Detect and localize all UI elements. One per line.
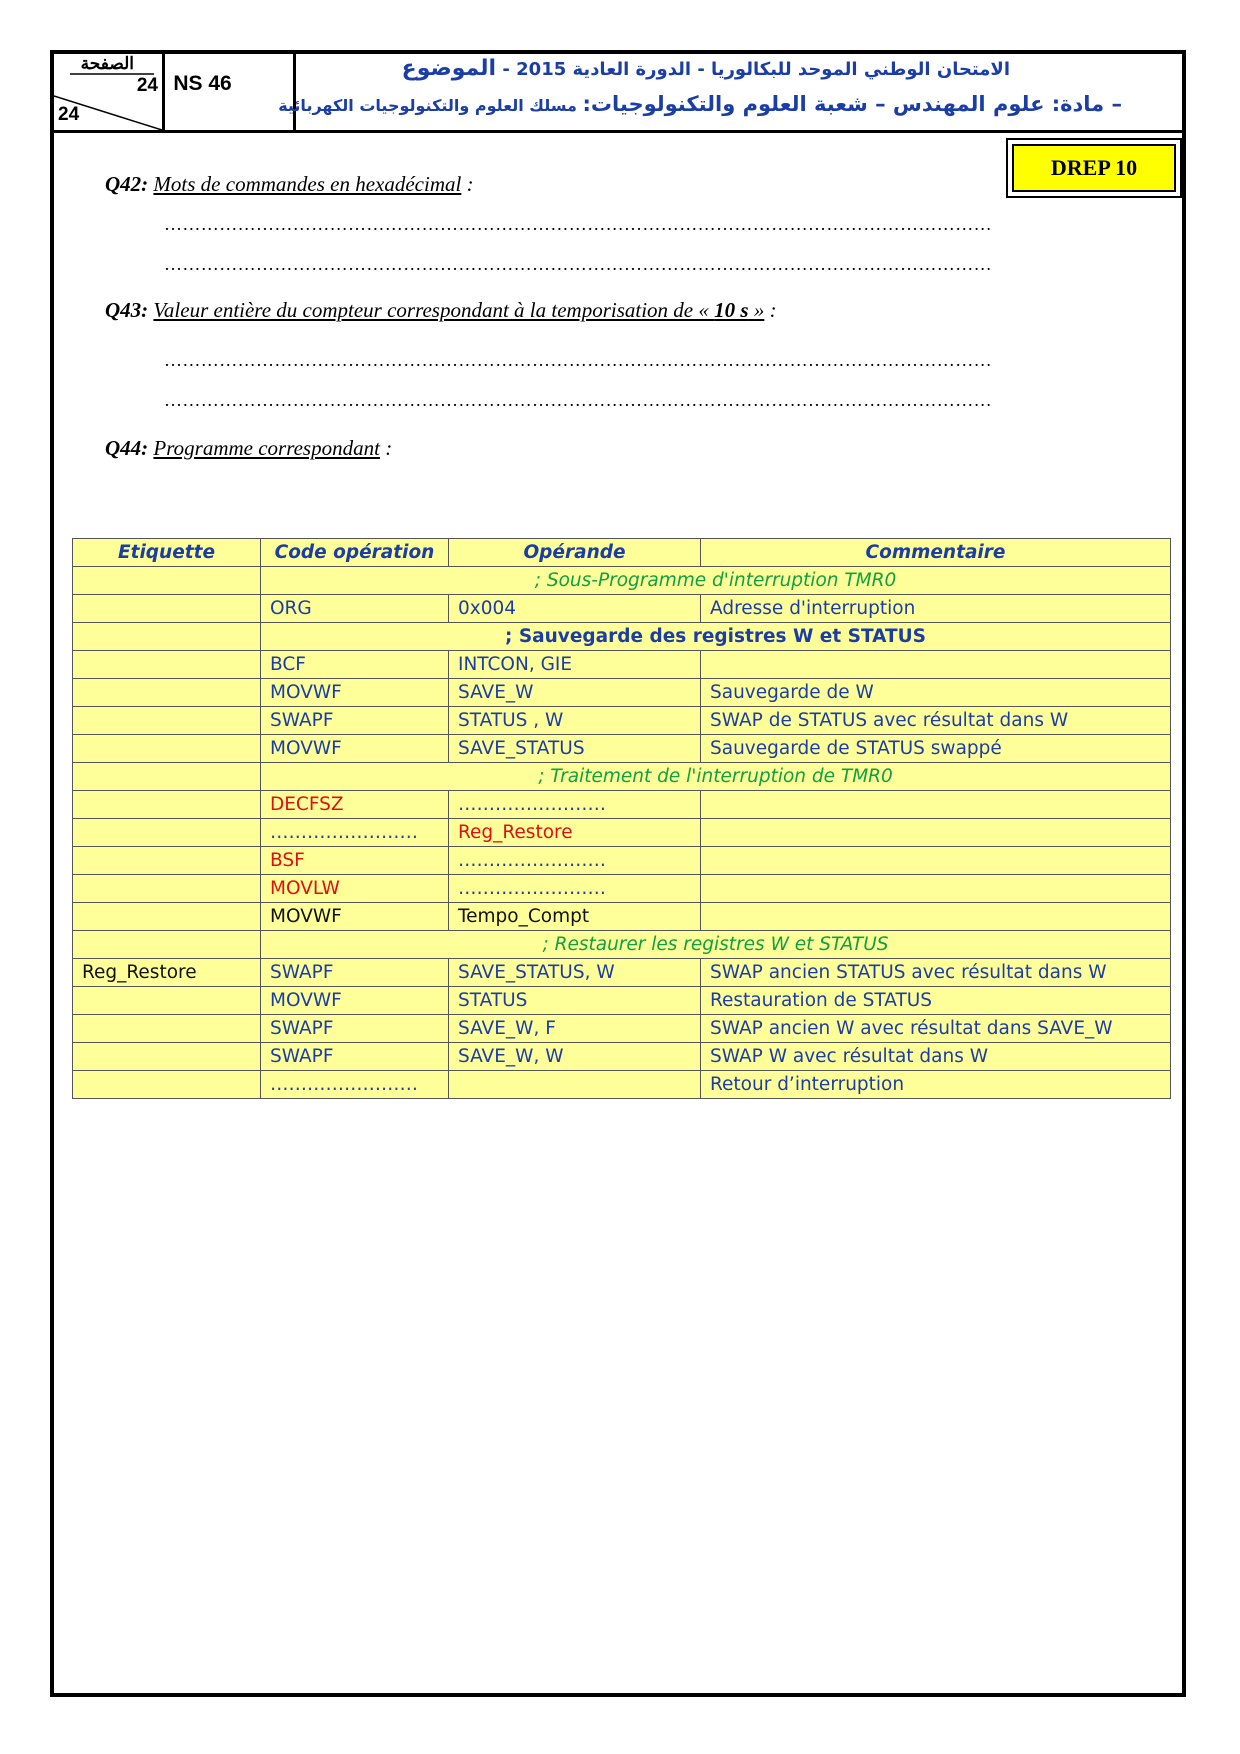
comment-cell: Restauration de STATUS	[701, 987, 1171, 1015]
table-row	[73, 819, 1171, 847]
label-cell	[73, 1043, 261, 1071]
operand-cell: SAVE_STATUS	[449, 735, 701, 763]
page-total: 24	[58, 104, 80, 125]
question-q44	[105, 436, 392, 461]
exam-track: مسلك العلوم والتكنولوجيات الكهربائية	[278, 96, 577, 115]
label-cell	[73, 819, 261, 847]
opcode-cell: MOVWF	[261, 987, 449, 1015]
label-cell	[73, 1071, 261, 1099]
exam-title	[402, 56, 1010, 81]
question-text-part: »	[748, 298, 765, 322]
drep-badge	[1006, 138, 1182, 198]
opcode-cell: MOVWF	[261, 903, 449, 931]
comment-cell	[701, 875, 1171, 903]
table-row	[73, 1071, 1171, 1099]
operand-blank[interactable]: ……………………	[449, 791, 701, 819]
question-q43	[105, 298, 777, 323]
table-row	[73, 735, 1171, 763]
comment-cell: Sauvegarde de STATUS swappé	[701, 735, 1171, 763]
comment-cell	[701, 847, 1171, 875]
operand-cell: INTCON, GIE	[449, 651, 701, 679]
page-number-cell	[54, 54, 165, 130]
label-cell	[73, 595, 261, 623]
label-cell	[73, 987, 261, 1015]
opcode-cell: SWAPF	[261, 707, 449, 735]
program-table	[72, 538, 1171, 1099]
operand-cell: STATUS , W	[449, 707, 701, 735]
table-row	[73, 987, 1171, 1015]
question-colon: :	[461, 172, 474, 196]
exam-branch: – مادة: علوم المهندس – شعبة العلوم والتكنولوجيات:	[582, 92, 1122, 116]
comment-cell: Adresse d'interruption	[701, 595, 1171, 623]
question-number: Q42:	[105, 172, 149, 196]
operand-blank[interactable]: ……………………	[449, 875, 701, 903]
operand-cell: SAVE_W	[449, 679, 701, 707]
section-title: ; Sous-Programme d'interruption TMR0	[261, 567, 1171, 595]
opcode-blank[interactable]: ……………………	[261, 819, 449, 847]
page-frame	[50, 50, 1186, 1697]
question-number: Q44:	[105, 436, 149, 460]
label-cell	[73, 651, 261, 679]
comment-cell: Sauvegarde de W	[701, 679, 1171, 707]
comment-cell	[701, 903, 1171, 931]
comment-cell: SWAP W avec résultat dans W	[701, 1043, 1171, 1071]
section-row	[73, 931, 1171, 959]
drep-label: DREP 10	[1012, 144, 1176, 192]
label-cell	[73, 847, 261, 875]
table-row	[73, 651, 1171, 679]
label-cell	[73, 707, 261, 735]
exam-title-cell	[278, 54, 1182, 130]
operand-cell: SAVE_STATUS, W	[449, 959, 701, 987]
section-title: ; Sauvegarde des registres W et STATUS	[261, 623, 1171, 651]
table-header-row	[73, 539, 1171, 567]
table-row	[73, 875, 1171, 903]
label-cell: Reg_Restore	[73, 959, 261, 987]
operand-blank[interactable]: ……………………	[449, 847, 701, 875]
table-row	[73, 1043, 1171, 1071]
col-header-opcode: Code opération	[261, 539, 449, 567]
table-row	[73, 595, 1171, 623]
opcode-cell: BCF	[261, 651, 449, 679]
operand-cell: STATUS	[449, 987, 701, 1015]
page-label: الصفحة	[80, 54, 134, 73]
section-title: ; Traitement de l'interruption de TMR0	[261, 763, 1171, 791]
subject-code: NS 46	[173, 72, 232, 95]
col-header-label: Etiquette	[73, 539, 261, 567]
comment-cell	[701, 791, 1171, 819]
section-title: ; Restaurer les registres W et STATUS	[261, 931, 1171, 959]
label-cell	[73, 567, 261, 595]
col-header-operand: Opérande	[449, 539, 701, 567]
label-cell	[73, 679, 261, 707]
comment-cell	[701, 819, 1171, 847]
table-row	[73, 679, 1171, 707]
subject-code-cell	[165, 54, 296, 130]
label-cell	[73, 903, 261, 931]
label-cell	[73, 623, 261, 651]
question-number: Q43:	[105, 298, 149, 322]
question-colon: :	[379, 436, 393, 460]
question-q42	[105, 172, 474, 197]
opcode-cell: SWAPF	[261, 1043, 449, 1071]
section-row	[73, 763, 1171, 791]
operand-cell: 0x004	[449, 595, 701, 623]
col-header-comment: Commentaire	[701, 539, 1171, 567]
page-current: 24	[136, 75, 158, 96]
opcode-cell: MOVWF	[261, 735, 449, 763]
label-cell	[73, 875, 261, 903]
table-row	[73, 791, 1171, 819]
section-row	[73, 623, 1171, 651]
question-text-part: Valeur entière du compteur correspondant à la temporisation de «	[153, 298, 715, 322]
label-cell	[73, 1015, 261, 1043]
operand-cell: Tempo_Compt	[449, 903, 701, 931]
label-cell	[73, 791, 261, 819]
comment-cell	[701, 651, 1171, 679]
table-row	[73, 1015, 1171, 1043]
opcode-cell: BSF	[261, 847, 449, 875]
label-cell	[73, 931, 261, 959]
opcode-cell: MOVWF	[261, 679, 449, 707]
operand-cell: SAVE_W, F	[449, 1015, 701, 1043]
question-text	[153, 298, 764, 322]
exam-session: الامتحان الوطني الموحد للبكالوريا - الدورة العادية 2015 -	[502, 59, 1010, 80]
opcode-blank[interactable]: ……………………	[261, 1071, 449, 1099]
exam-subtitle	[278, 92, 1122, 116]
answer-line[interactable]: ………………………………………………………………………………………………………………………	[164, 214, 992, 234]
comment-cell: SWAP ancien W avec résultat dans SAVE_W	[701, 1015, 1171, 1043]
table-row	[73, 847, 1171, 875]
comment-cell: SWAP ancien STATUS avec résultat dans W	[701, 959, 1171, 987]
table-row	[73, 903, 1171, 931]
comment-cell: Retour d’interruption	[701, 1071, 1171, 1099]
question-colon: :	[764, 298, 777, 322]
question-text: Mots de commandes en hexadécimal	[153, 172, 462, 196]
opcode-cell: SWAPF	[261, 1015, 449, 1043]
operand-cell: Reg_Restore	[449, 819, 701, 847]
answer-line[interactable]: ………………………………………………………………………………………………………………………	[164, 254, 992, 274]
opcode-cell: MOVLW	[261, 875, 449, 903]
question-value: 10 s	[714, 298, 749, 322]
table-row	[73, 959, 1171, 987]
page-header	[54, 54, 1182, 133]
question-text: Programme correspondant	[153, 436, 380, 460]
opcode-cell: SWAPF	[261, 959, 449, 987]
comment-cell: SWAP de STATUS avec résultat dans W	[701, 707, 1171, 735]
answer-line[interactable]: ………………………………………………………………………………………………………………………	[164, 390, 992, 410]
answer-line[interactable]: ………………………………………………………………………………………………………………………	[164, 350, 992, 370]
operand-cell: SAVE_W, W	[449, 1043, 701, 1071]
opcode-cell: DECFSZ	[261, 791, 449, 819]
label-cell	[73, 763, 261, 791]
label-cell	[73, 735, 261, 763]
table-row	[73, 707, 1171, 735]
operand-cell	[449, 1071, 701, 1099]
section-row	[73, 567, 1171, 595]
opcode-cell: ORG	[261, 595, 449, 623]
exam-subject-word: الموضوع	[401, 56, 497, 81]
